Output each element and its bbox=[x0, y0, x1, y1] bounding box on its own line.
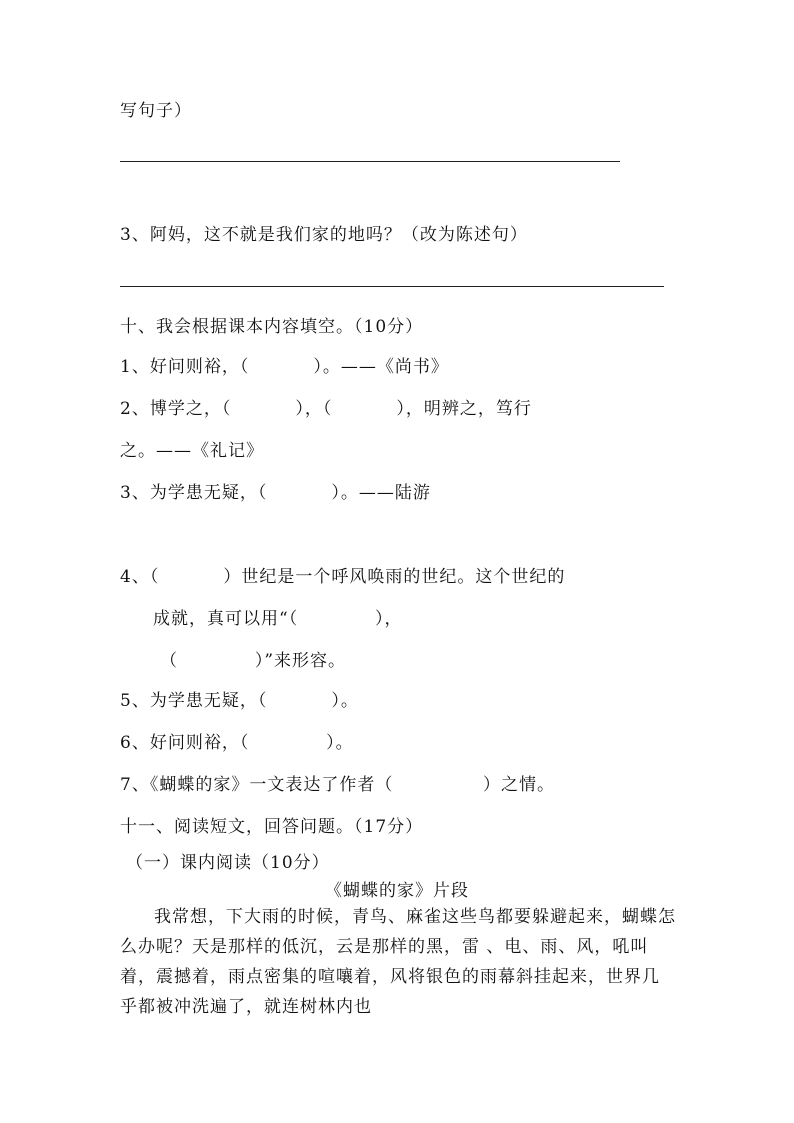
subsection-1-heading: （一）课内阅读（10分） bbox=[126, 853, 330, 873]
passage-title: 《蝴蝶的家》片段 bbox=[325, 881, 469, 901]
fill-question-3: 3、为学患无疑，（ ）。——陆游 bbox=[120, 483, 431, 503]
question-3-rewrite: 3、阿妈，这不就是我们家的地吗？（改为陈述句） bbox=[120, 225, 528, 245]
fill-question-6: 6、好问则裕，（ ）。 bbox=[120, 733, 354, 753]
passage-text: 我常想，下大雨的时候，青鸟、麻雀这些鸟都要躲避起来，蝴蝶怎么办呢？天是那样的低沉，云是那样的黑，雷 、电、雨、风，吼叫着，震撼着，雨点密集的喧嚷着，风将银色的雨幕斜挂起来，世界几乎都被冲洗遍了，就连树林内也 bbox=[120, 907, 676, 1017]
section-10-heading: 十、我会根据课本内容填空。（10分） bbox=[120, 317, 424, 337]
fill-question-4-line-1: 4、（ ）世纪是一个呼风唤雨的世纪。这个世纪的 bbox=[120, 567, 566, 587]
fill-question-5: 5、为学患无疑，（ ）。 bbox=[120, 691, 359, 711]
fill-question-2-line-1: 2、博学之，（ ），（ ），明辨之，笃行 bbox=[120, 399, 532, 419]
answer-line-2[interactable] bbox=[120, 286, 664, 287]
fill-question-1: 1、好问则裕，（ ）。——《尚书》 bbox=[120, 357, 449, 377]
section-11-heading: 十一、阅读短文，回答问题。（17分） bbox=[120, 817, 424, 837]
answer-line-1[interactable] bbox=[120, 161, 620, 162]
text-line-1: 写句子） bbox=[120, 101, 192, 121]
fill-question-4-line-2: 成就，真可以用“（ ）， bbox=[153, 609, 403, 629]
fill-question-4-line-3: （ ）”来形容。 bbox=[160, 651, 347, 671]
fill-question-7: 7、《蝴蝶的家》一文表达了作者（ ）之情。 bbox=[120, 775, 555, 795]
fill-question-2-line-2: 之。——《礼记》 bbox=[120, 441, 264, 461]
